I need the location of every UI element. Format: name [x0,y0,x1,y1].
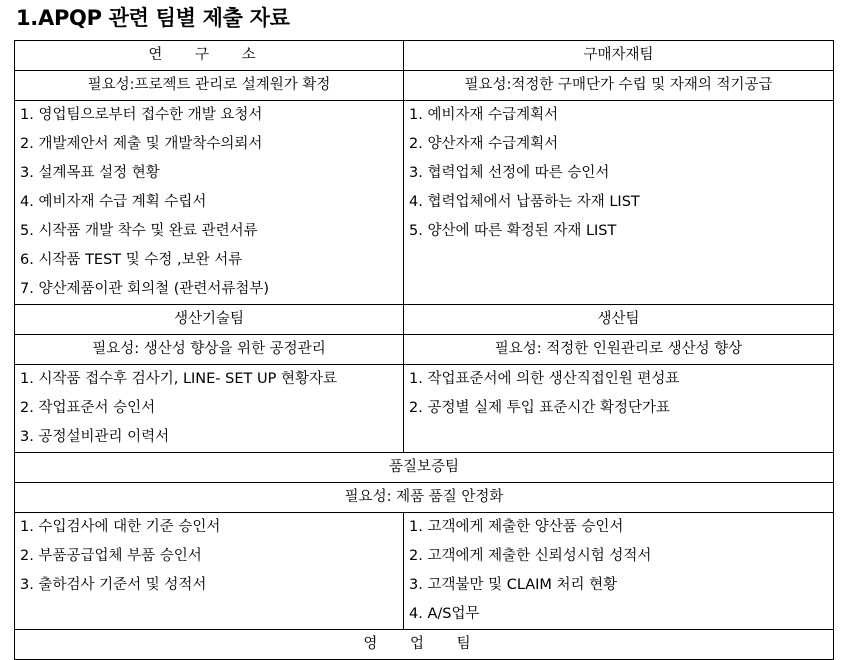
list-item: 4. A/S업무 [409,606,480,622]
team-header-purchasing: 구매자재팀 [404,41,834,71]
need-rnd: 필요성:프로젝트 관리로 설계원가 확정 [15,71,404,101]
items-purchasing [404,101,834,305]
page-title: 1.APQP 관련 팀별 제출 자료 [16,6,290,30]
list-item: 2. 작업표준서 승인서 [20,400,156,416]
items-production-engineering [15,365,404,453]
list-item: 2. 공정별 실제 투입 표준시간 확정단가표 [409,400,670,416]
team-header-quality: 품질보증팀 [15,453,834,483]
list-item: 2. 고객에게 제출한 신뢰성시험 성적서 [409,548,652,564]
list-item: 2. 양산자재 수급계획서 [409,136,559,152]
list-item: 4. 예비자재 수급 계획 수립서 [20,194,207,210]
list-item: 1. 시작품 접수후 검사기, LINE- SET UP 현황자료 [20,371,337,387]
list-item: 3. 출하검사 기준서 및 성적서 [20,577,207,593]
list-item: 1. 예비자재 수급계획서 [409,107,559,123]
list-item: 5. 시작품 개발 착수 및 완료 관련서류 [20,223,258,239]
list-item: 4. 협력업체에서 납품하는 자재 LIST [409,194,640,210]
team-header-sales: 영 업 팀 [15,630,834,660]
list-item: 7. 양산제품이관 회의철 (관련서류첨부) [20,281,270,297]
list-item: 1. 영업팀으로부터 접수한 개발 요청서 [20,107,263,123]
list-item: 3. 설계목표 설정 현황 [20,165,160,181]
team-header-production: 생산팀 [404,305,834,335]
list-item: 1. 수입검사에 대한 기준 승인서 [20,519,221,535]
list-item: 3. 협력업체 선정에 따른 승인서 [409,165,610,181]
list-item: 2. 부품공급업체 부품 승인서 [20,548,202,564]
need-production: 필요성: 적정한 인원관리로 생산성 향상 [404,335,834,365]
list-item: 1. 고객에게 제출한 양산품 승인서 [409,519,624,535]
need-production-engineering: 필요성: 생산성 향상을 위한 공정관리 [15,335,404,365]
need-quality: 필요성: 제품 품질 안정화 [15,483,834,513]
team-header-rnd: 연 구 소 [15,41,404,71]
list-item: 5. 양산에 따른 확정된 자재 LIST [409,223,617,239]
items-quality-left [15,513,404,630]
items-production [404,365,834,453]
need-purchasing: 필요성:적정한 구매단가 수립 및 자재의 적기공급 [404,71,834,101]
list-item: 3. 공정설비관리 이력서 [20,429,170,445]
team-submission-table [14,40,834,660]
list-item: 6. 시작품 TEST 및 수정 ,보완 서류 [20,252,243,268]
items-rnd [15,101,404,305]
team-header-production-engineering: 생산기술팀 [15,305,404,335]
list-item: 3. 고객불만 및 CLAIM 처리 현황 [409,577,618,593]
list-item: 2. 개발제안서 제출 및 개발착수의뢰서 [20,136,263,152]
items-quality-right [404,513,834,630]
list-item: 1. 작업표준서에 의한 생산직접인원 편성표 [409,371,680,387]
